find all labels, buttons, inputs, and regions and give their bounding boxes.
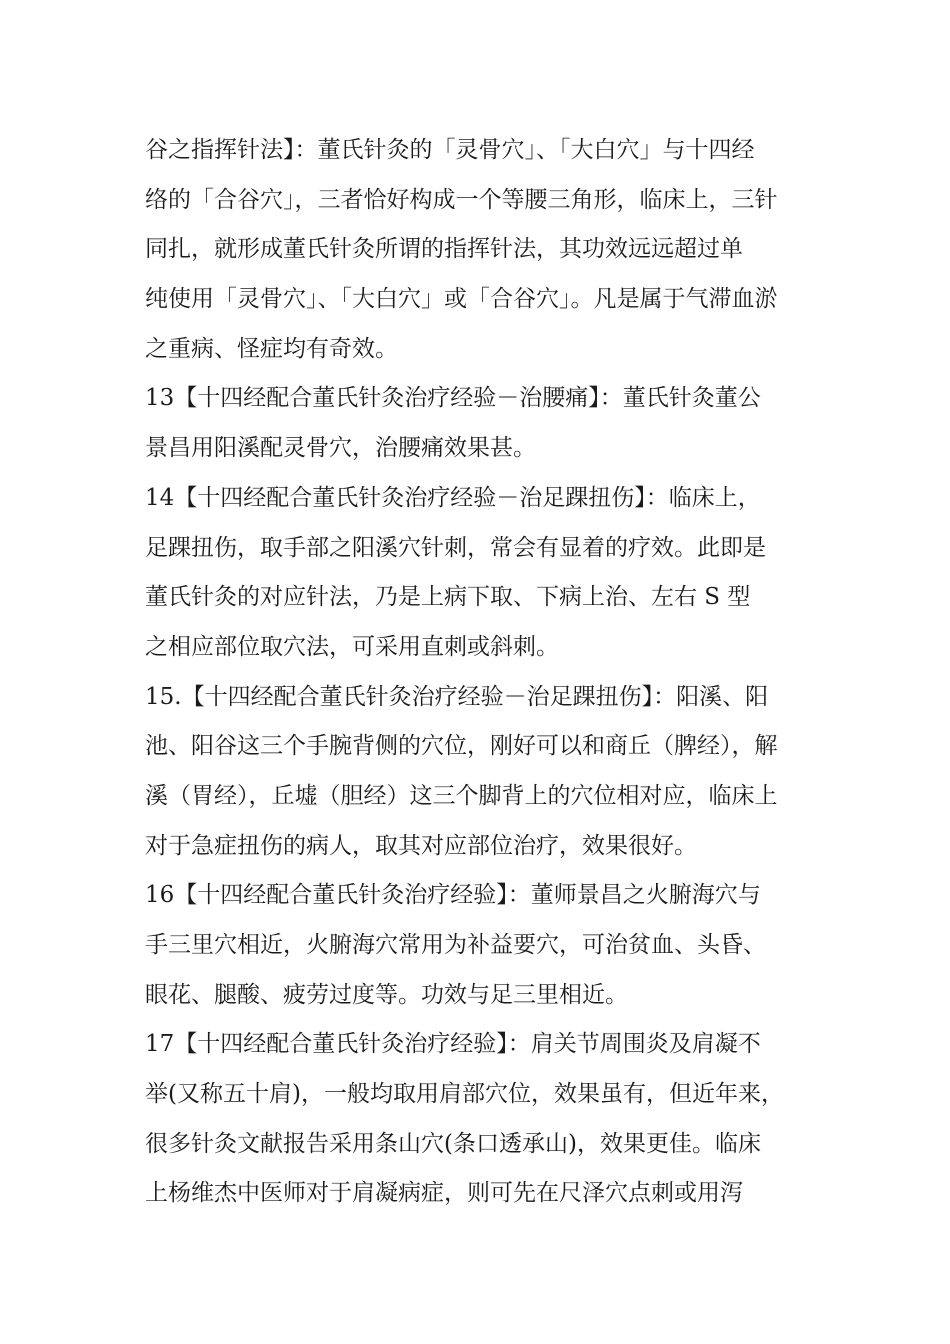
text-line: 上杨维杰中医师对于肩凝病症，则可先在尺泽穴点刺或用泻 [145, 1180, 743, 1207]
text-line: 景昌用阳溪配灵骨穴，治腰痛效果甚。 [145, 435, 536, 462]
text-line: 纯使用「灵骨穴」、「大白穴」或「合谷穴」。凡是属于气滞血淤 [145, 286, 778, 313]
text-line: 溪（胃经），丘墟（胆经）这三个脚背上的穴位相对应，临床上 [145, 782, 778, 809]
text-line: 董氏针灸的对应针法，乃是上病下取、下病上治、左右 S 型 [145, 584, 751, 611]
text-line: 举(又称五十肩)，一般均取用肩部穴位，效果虽有，但近年来， [145, 1081, 784, 1108]
text-line: 14【十四经配合董氏针灸治疗经验－治足踝扭伤】：临床上， [145, 484, 761, 511]
text-line: 谷之指挥针法】：董氏针灸的「灵骨穴」、「大白穴」与十四经 [145, 137, 755, 163]
text-line: 17【十四经配合董氏针灸治疗经验】：肩关节周围炎及肩凝不 [145, 1031, 761, 1058]
text-line: 池、阳谷这三个手腕背侧的穴位，刚好可以和商丘（脾经），解 [145, 733, 778, 760]
document-body [145, 126, 825, 1219]
text-line: 络的「合谷穴」，三者恰好构成一个等腰三角形，临床上，三针 [145, 186, 778, 213]
text-line: 15.【十四经配合董氏针灸治疗经验－治足踝扭伤】：阳溪、阳 [145, 683, 769, 710]
text-line: 同扎，就形成董氏针灸所谓的指挥针法，其功效远远超过单 [145, 236, 743, 263]
text-line: 眼花、腿酸、疲劳过度等。功效与足三里相近。 [145, 981, 628, 1008]
text-line: 13【十四经配合董氏针灸治疗经验－治腰痛】：董氏针灸董公 [145, 385, 761, 412]
text-line: 之重病、怪症均有奇效。 [145, 335, 398, 362]
text-line: 很多针灸文献报告采用条山穴(条口透承山)，效果更佳。临床 [145, 1130, 761, 1157]
text-line: 16【十四经配合董氏针灸治疗经验】：董师景昌之火腑海穴与 [145, 882, 761, 909]
text-line: 足踝扭伤，取手部之阳溪穴针刺，常会有显着的疗效。此即是 [145, 534, 766, 561]
text-line: 手三里穴相近，火腑海穴常用为补益要穴，可治贫血、头昏、 [145, 932, 766, 958]
text-line: 对于急症扭伤的病人，取其对应部位治疗，效果很好。 [145, 832, 697, 859]
text-line: 之相应部位取穴法，可采用直刺或斜刺。 [145, 633, 559, 660]
